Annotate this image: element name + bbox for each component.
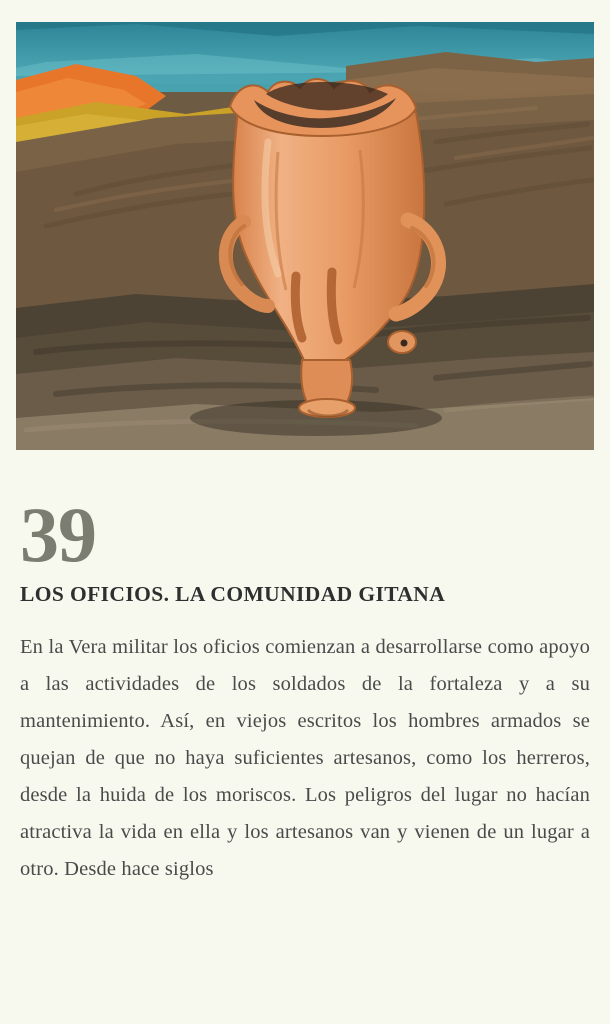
chapter-content <box>16 491 594 888</box>
chapter-paragraph: En la Vera militar los oficios comienzan a desarrollarse como apoyo a las actividades de los soldados de la fortaleza y a su mantenimiento. Así, en viejos escritos los hombres armados se quejan de que no haya suficientes artesanos, como los herreros, desde la huida de los moriscos. Los peligros del lugar no hacían atractiva la vida en ella y los artesanos van y vienen de un lugar a otro. Desde hace siglos <box>20 636 590 880</box>
chapter-number: 39 <box>20 491 96 578</box>
ceramic-vessel-illustration <box>16 22 594 450</box>
chapter-title: LOS OFICIOS. LA COMUNIDAD GITANA <box>20 582 446 606</box>
illustration-figure <box>16 22 594 450</box>
